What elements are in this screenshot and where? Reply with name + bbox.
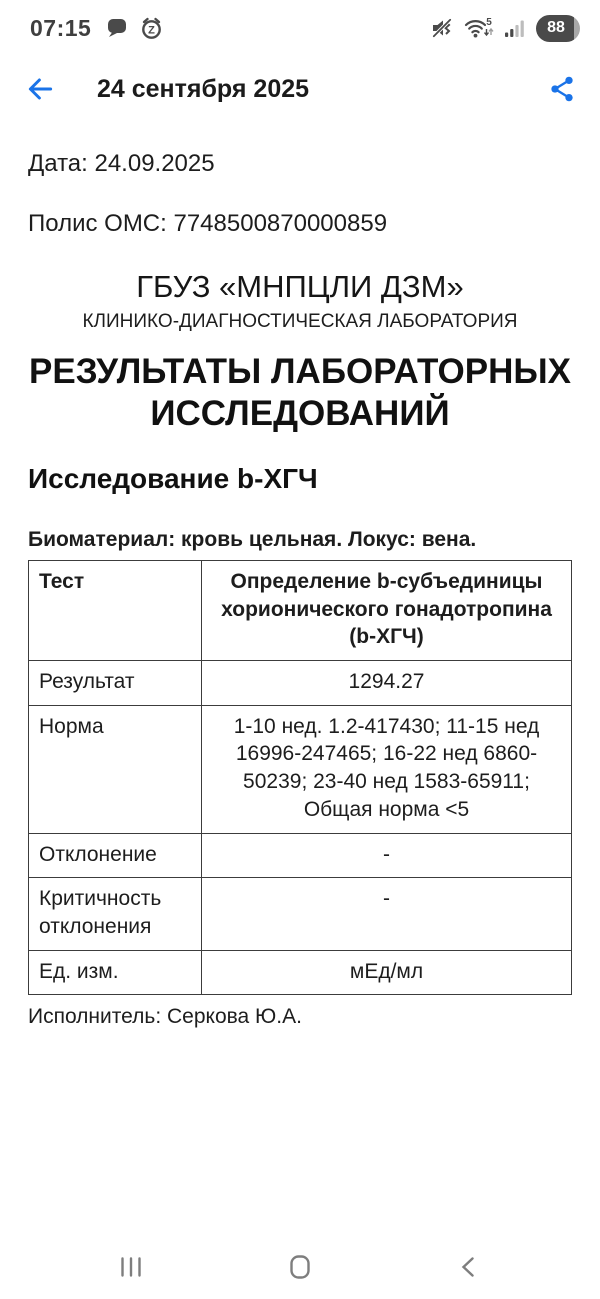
mute-vibrate-icon xyxy=(430,16,454,40)
row-value: мЕд/мл xyxy=(202,950,572,995)
nav-back-button[interactable] xyxy=(456,1254,482,1280)
table-row xyxy=(29,560,572,660)
status-bar xyxy=(0,0,600,56)
svg-text:5: 5 xyxy=(486,17,492,28)
table-row xyxy=(29,705,572,833)
status-bar-right xyxy=(430,15,580,42)
app-bar xyxy=(0,56,600,122)
policy-line: Полис ОМС: 7748500870000859 xyxy=(28,209,388,237)
row-value: - xyxy=(202,878,572,950)
date-line: Дата: 24.09.2025 xyxy=(28,150,215,177)
signal-icon xyxy=(504,17,526,39)
document-body xyxy=(0,150,600,1029)
recents-button[interactable] xyxy=(118,1254,144,1280)
row-label: Отклонение xyxy=(29,833,202,878)
page-title: 24 сентября 2025 xyxy=(97,74,310,103)
recents-icon xyxy=(118,1254,144,1280)
clock: 07:15 xyxy=(30,14,92,41)
executor-line: Исполнитель: Серкова Ю.А. xyxy=(28,1005,302,1029)
table-row xyxy=(29,660,572,705)
wifi-5-icon xyxy=(464,15,494,41)
alarm-snooze-icon xyxy=(139,16,164,41)
status-bar-left xyxy=(30,15,164,42)
svg-text:Z: Z xyxy=(148,23,156,36)
row-value: Определение b-субъединицы хорионического гонадотропина (b-ХГЧ) xyxy=(202,560,572,660)
home-button[interactable] xyxy=(287,1253,313,1281)
results-table xyxy=(28,560,572,996)
share-button[interactable] xyxy=(549,75,575,103)
back-button[interactable] xyxy=(25,74,55,104)
row-label: Тест xyxy=(29,560,202,660)
chat-icon xyxy=(105,16,129,40)
battery-percent: 88 xyxy=(547,19,565,36)
row-label: Критичность отклонения xyxy=(29,878,202,950)
row-value: - xyxy=(202,833,572,878)
nav-back-icon xyxy=(456,1254,482,1280)
battery-indicator xyxy=(536,15,580,42)
org-subtitle: КЛИНИКО-ДИАГНОСТИЧЕСКАЯ ЛАБОРАТОРИЯ xyxy=(82,310,518,332)
row-label: Результат xyxy=(29,660,202,705)
report-title: РЕЗУЛЬТАТЫ ЛАБОРАТОРНЫХ ИССЛЕДОВАНИЙ xyxy=(29,351,571,433)
biomaterial-line: Биоматериал: кровь цельная. Локус: вена. xyxy=(28,527,477,551)
row-label: Норма xyxy=(29,705,202,833)
home-icon xyxy=(287,1253,313,1281)
org-name: ГБУЗ «МНПЦЛИ ДЗМ» xyxy=(136,268,464,304)
android-nav-bar xyxy=(0,1235,600,1299)
row-value: 1294.27 xyxy=(202,660,572,705)
table-row xyxy=(29,833,572,878)
row-value: 1-10 нед. 1.2-417430; 11-15 нед 16996-247465; 16-22 нед 6860-50239; 23-40 нед 1583-65911; Общая норма <5 xyxy=(202,705,572,833)
table-row xyxy=(29,878,572,950)
table-row xyxy=(29,950,572,995)
share-icon xyxy=(549,75,575,103)
section-title: Исследование b-ХГЧ xyxy=(28,462,318,494)
results-table-body xyxy=(29,560,572,995)
row-label: Ед. изм. xyxy=(29,950,202,995)
back-arrow-icon xyxy=(25,74,55,104)
